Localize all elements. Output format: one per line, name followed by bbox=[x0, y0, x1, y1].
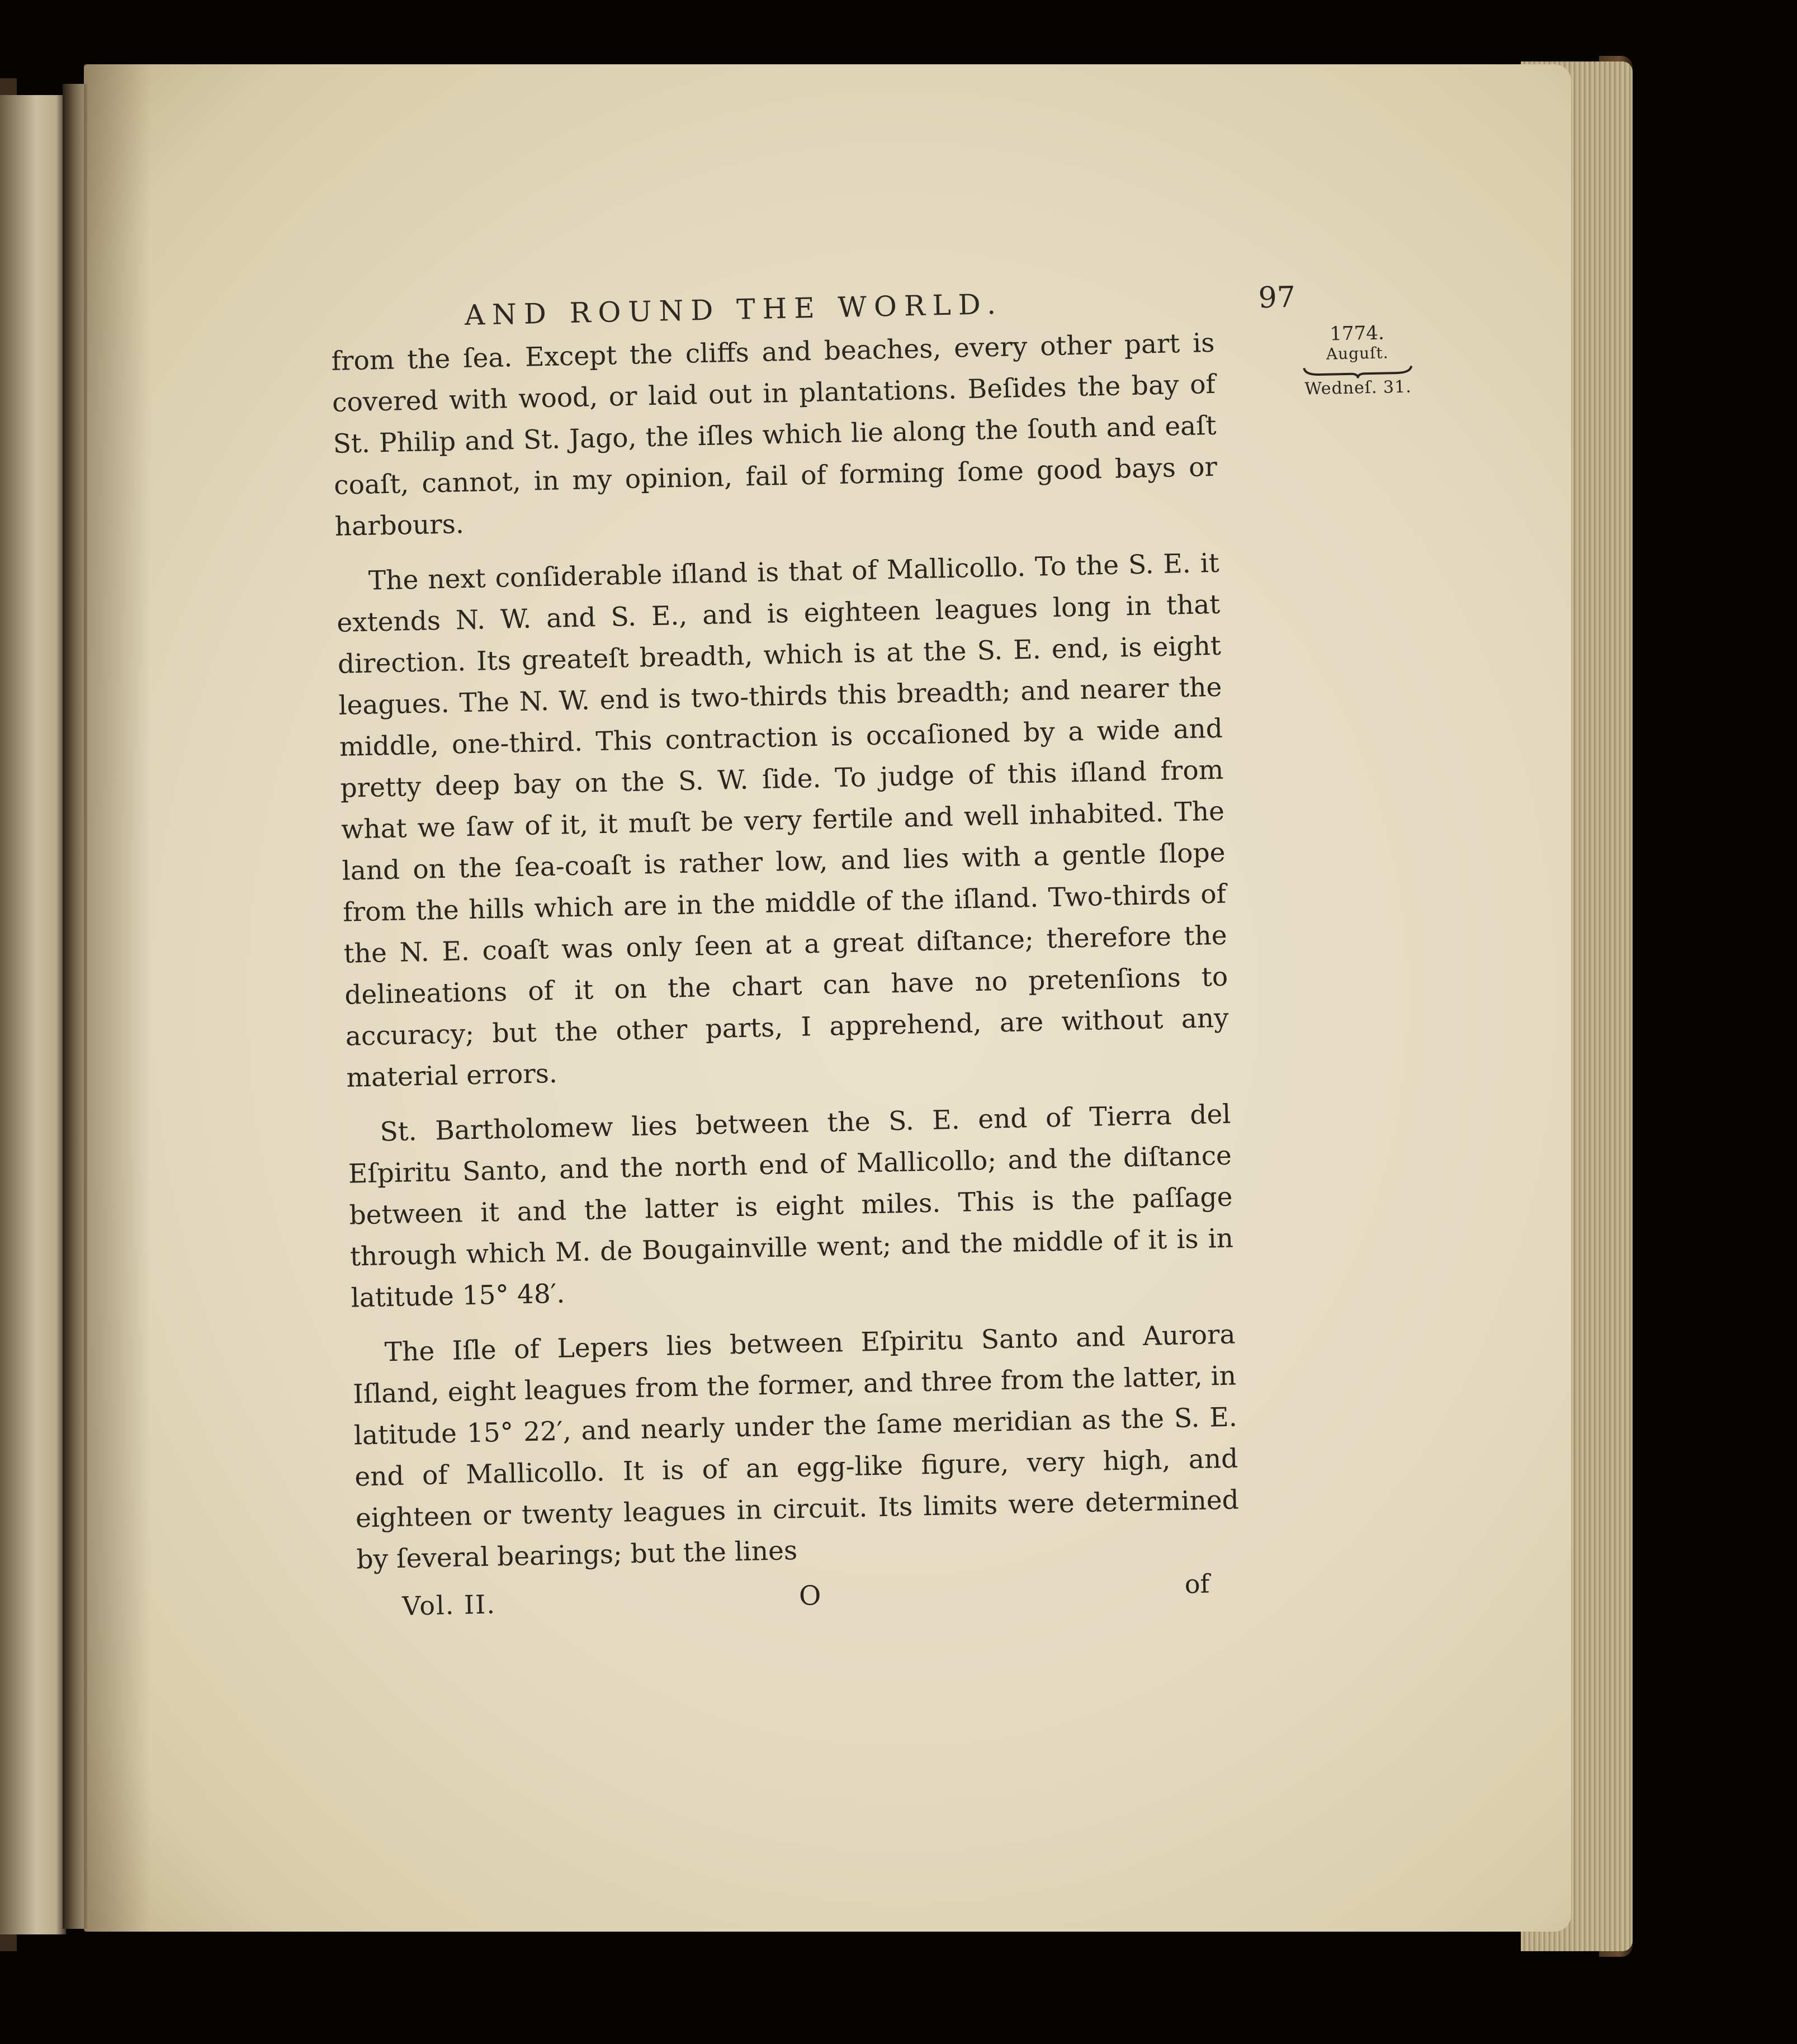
paragraph-4: The Iſle of Lepers lies between Eſpiritu Santo and Aurora Iſland, eight leagues from the former, and three from the latter, in latitude 15° 22′, and nearly under the ſame meridian as the S. E. end of Mallicollo. It is of an egg-like figure, very high, and eighteen or twenty leagues in circuit. Its limits were determined by ſeveral bearings; but the lines bbox=[352, 1319, 1240, 1575]
paragraph-1: from the ſea. Except the cliffs and beaches, every other part is covered with wood, or laid out in plantations. Beſides the bay of St. Philip and St. Jago, the iſles which lie along the ſouth and eaſt coaſt, cannot, in my opinion, fail of forming ſome good bays or harbours. bbox=[331, 327, 1218, 542]
printed-text-block bbox=[330, 272, 1412, 1631]
page-number: 97 bbox=[1258, 280, 1296, 315]
left-page-edge bbox=[0, 95, 66, 1934]
margin-date-note bbox=[1293, 321, 1423, 400]
margin-note-month: Auguſt. bbox=[1326, 343, 1389, 363]
paragraph-3: St. Bartholomew lies between the S. E. end of Tierra del Eſpiritu Santo, and the north end of Mallicollo; and the diſtance between it and the latter is eight miles. This is the paſſage through which M. de Bougainville went; and the middle of it is in latitude 15° 48′. bbox=[348, 1099, 1234, 1314]
margin-note-day: Wedneſ. 31. bbox=[1304, 377, 1412, 399]
catchword: of bbox=[1184, 1568, 1210, 1600]
margin-note-year: 1774. bbox=[1329, 321, 1385, 346]
running-head-title: AND ROUND THE WORLD. bbox=[464, 287, 1004, 332]
paragraph-2: The next conſiderable iſland is that of Mallicollo. To the S. E. it extends N. W. and S. E., and is eighteen leagues long in that direction. Its greateſt breadth, which is at the S. E. end, is eight leagues. The N. W. end is two-thirds this breadth; and nearer the middle, one-third. This contraction is occaſioned by a wide and pretty deep bay on the S. W. ſide. To judge of this iſland from what we ſaw of it, it muſt be very fertile and well inhabited. The land on the ſea-coaſt is rather low, and lies with a gentle ſlope from the hills which are in the middle of the iſland. Two-thirds of the N. E. coaſt was only ſeen at a great diſtance; therefore the delineations of it on the chart can have no pretenſions to accuracy; but the other parts, I apprehend, are without any material errors. bbox=[336, 547, 1229, 1094]
gutter-shadow bbox=[84, 64, 151, 1932]
signature-letter: O bbox=[798, 1580, 822, 1612]
volume-signature: Vol. II. bbox=[401, 1589, 496, 1621]
